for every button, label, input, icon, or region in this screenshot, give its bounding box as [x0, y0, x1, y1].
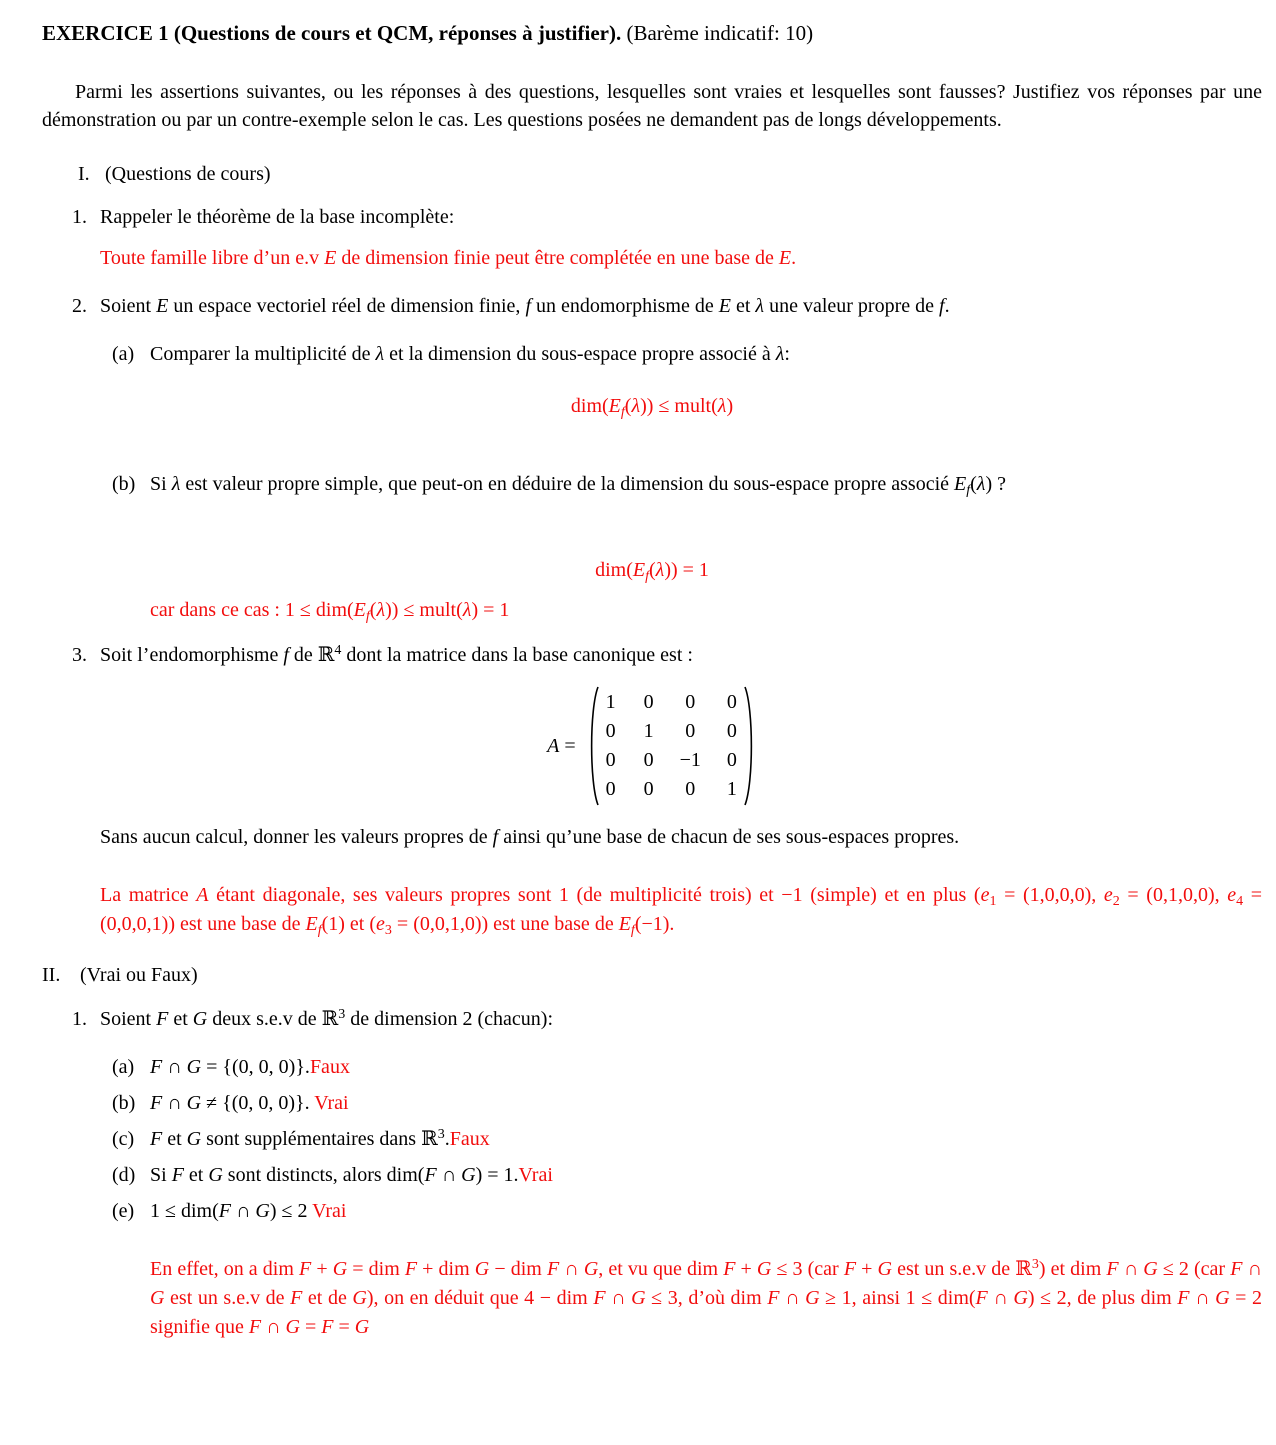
section-1-label: I.	[78, 163, 90, 185]
question-3	[42, 641, 1262, 669]
section-2-question-1	[42, 1005, 1262, 1033]
matrix-cell: 0	[685, 691, 696, 713]
question-1	[42, 203, 1262, 231]
question-2a-text: Comparer la multiplicité de λ et la dimension du sous-espace propre associé à λ:	[150, 343, 790, 365]
tf-item-d-verdict: Vrai	[518, 1164, 553, 1186]
formula-dim-justification: car dans ce cas : $1 \le dim(E_f(\lambda))$ ≤ mult(λ) = 1	[150, 599, 510, 624]
tf-item-c-label: (c)	[112, 1128, 135, 1150]
matrix-lhs: A =	[547, 735, 576, 757]
section-2-title: (Vrai ou Faux)	[80, 964, 198, 986]
tf-item-e-label: (e)	[112, 1200, 135, 1222]
answer-3: La matrice A étant diagonale, ses valeurs propres sont 1 (de multiplicité trois) et −1 (simple) et en plus ($e_1 = (1,0,0,0)$, $e_2 = (0,1,0,0)$, $e_4 = (0,0,0,1)$) est une base de $E_f(1)$ et $(e_3 = (0,0,1,0))$ est une base de $E_f(-1)$.	[100, 884, 1262, 938]
question-3-label: 3.	[72, 644, 87, 666]
tf-item-a	[42, 1053, 1262, 1081]
question-3-text: Soit l’endomorphisme f de ℝ$^4$ dont la matrice dans la base canonique est :	[100, 643, 693, 666]
exercise-title-bareme: (Barème indicatif: 10)	[621, 21, 814, 45]
matrix-cell: −1	[679, 749, 701, 771]
matrix-cell: 1	[605, 691, 616, 713]
tf-item-c-verdict: Faux	[449, 1128, 490, 1150]
tf-item-c	[42, 1125, 1262, 1153]
tf-item-b	[42, 1089, 1262, 1117]
answer-1: Toute famille libre d’un e.v E de dimension finie peut être complétée en une base de E.	[100, 247, 797, 269]
matrix-cell: 0	[643, 749, 654, 771]
tf-item-a-label: (a)	[112, 1056, 135, 1078]
tf-item-e	[42, 1197, 1262, 1225]
question-2a	[42, 340, 1262, 368]
matrix-cell: 1	[643, 720, 654, 742]
section-2-question-1-label: 1.	[72, 1008, 87, 1030]
tf-item-d	[42, 1161, 1262, 1189]
matrix-cell: 0	[643, 778, 654, 800]
question-2	[42, 292, 1262, 320]
formula-dim-eq-1: $dim(E_f(\lambda)) = 1$	[595, 559, 709, 584]
question-2-label: 2.	[72, 295, 87, 317]
matrix-cell: 0	[685, 720, 696, 742]
tf-item-d-text: Si F et G sont distincts, alors dim(F ∩ G) = 1.	[150, 1164, 519, 1186]
matrix-cell: 0	[726, 749, 737, 771]
tf-item-b-label: (b)	[112, 1092, 136, 1114]
tf-item-a-text: F ∩ G = {(0, 0, 0)}.	[150, 1056, 310, 1078]
section-2-heading	[42, 961, 1262, 989]
tf-item-e-text: 1 ≤ dim(F ∩ G) ≤ 2	[150, 1200, 313, 1222]
section-1-heading	[42, 160, 1262, 188]
exercise-title-main: EXERCICE 1 (Questions de cours et QCM, réponses à justifier).	[42, 21, 622, 45]
tf-item-d-label: (d)	[112, 1164, 136, 1186]
matrix-cell: 0	[726, 691, 737, 713]
matrix-cell: 0	[605, 720, 616, 742]
matrix-cell: 1	[726, 778, 737, 800]
intro-paragraph: Parmi les assertions suivantes, ou les réponses à des questions, lesquelles sont vraies et lesquelles sont fausses? Justifiez vos réponses par une démonstration ou par un contre-exemple selon le cas. Les questions posées ne demandent pas de longs développements.	[42, 81, 1262, 131]
matrix-cell: 0	[726, 720, 737, 742]
formula-dim-leq-mult: $dim(E_f(\lambda))$ ≤ mult(λ)	[570, 395, 734, 420]
section-2-label: II.	[42, 964, 61, 986]
question-3-followup: Sans aucun calcul, donner les valeurs propres de f ainsi qu’une base de chacun de ses sous-espaces propres.	[100, 826, 960, 848]
tf-item-a-verdict: Faux	[309, 1056, 350, 1078]
question-1-text: Rappeler le théorème de la base incomplète:	[100, 206, 455, 228]
tf-justification: En effet, on a dim F + G = dim F + dim G − dim F ∩ G, et vu que dim F + G ≤ 3 (car F + G est un s.e.v de ℝ$^3$) et dim F ∩ G ≤ 2 (car F ∩ G est un s.e.v de F et de G), on en déduit que 4 − dim F ∩ G ≤ 3, d’où dim F ∩ G ≥ 1, ainsi 1 ≤ dim(F ∩ G) ≤ 2, de plus dim F ∩ G = 2 signifie que F ∩ G = F = G	[150, 1257, 1263, 1338]
tf-item-b-text: F ∩ G ≠ {(0, 0, 0)}.	[150, 1092, 315, 1114]
matrix-right-paren-icon	[743, 685, 757, 807]
exercise-title	[42, 20, 1262, 46]
question-2b-text: Si λ est valeur propre simple, que peut-on en déduire de la dimension du sous-espace propre associé $E_f(\lambda)$ ?	[150, 473, 1007, 498]
section-2-question-1-text: Soient F et G deux s.e.v de ℝ$^3$ de dimension 2 (chacun):	[100, 1007, 553, 1030]
matrix-cell: 0	[605, 778, 616, 800]
tf-item-c-text: F et G sont supplémentaires dans ℝ$^3$.	[150, 1127, 450, 1150]
tf-item-b-verdict: Vrai	[314, 1092, 349, 1114]
matrix-cell: 0	[605, 749, 616, 771]
question-2-text: Soient E un espace vectoriel réel de dimension finie, f un endomorphisme de E et λ une valeur propre de f.	[100, 295, 950, 317]
question-2b	[42, 470, 1262, 498]
tf-item-e-verdict: Vrai	[312, 1200, 347, 1222]
matrix-cell: 0	[643, 691, 654, 713]
question-1-label: 1.	[72, 206, 87, 228]
question-2a-label: (a)	[112, 343, 135, 365]
question-2b-label: (b)	[112, 473, 136, 495]
matrix-cell: 0	[685, 778, 696, 800]
matrix-grid	[604, 688, 739, 804]
section-1-title: (Questions de cours)	[105, 163, 271, 185]
matrix-left-paren-icon	[586, 685, 600, 807]
matrix-equation	[42, 685, 1262, 807]
